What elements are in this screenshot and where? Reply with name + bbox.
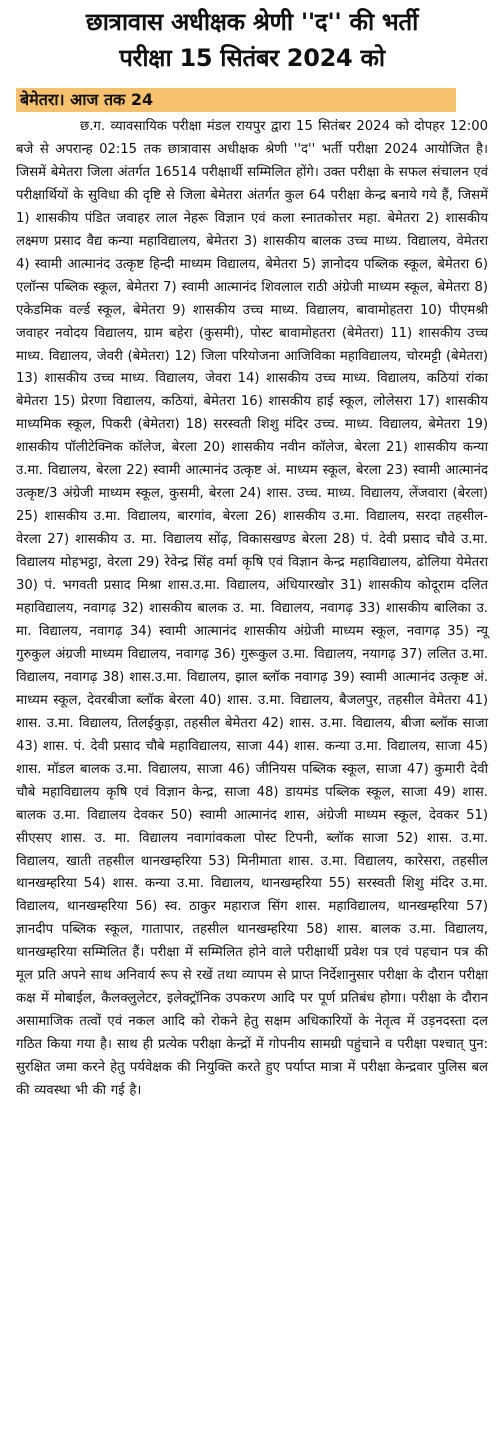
headline-line-1: छात्रावास अधीक्षक श्रेणी ''द'' की भर्ती <box>85 8 419 36</box>
headline <box>16 4 488 76</box>
article-body: छ.ग. व्यावसायिक परीक्षा मंडल रायपुर द्वारा 15 सितंबर 2024 को दोपहर 12:00 बजे से अपरान्ह 02:15 तक छात्रावास अधीक्षक श्रेणी ''द'' भर्ती परीक्षा 2024 आयोजित है। जिसमें बेमेतरा जिला अंतर्गत 16514 परीक्षार्थी सम्मिलित होंगे। उक्त परीक्षा के सफल संचालन एवं परीक्षार्थियों के सुविधा की दृष्टि से जिला बेमेतरा अंतर्गत कुल 64 परीक्षा केन्द्र बनाये गये हैं, जिसमें 1) शासकीय पंडित जवाहर लाल नेहरू विज्ञान एवं कला स्नातकोत्तर महा. बेमेतरा 2) शासकीय लक्ष्मण प्रसाद वैद्य कन्या महाविद्यालय, बेमेतरा 3) शासकीय बालक उच्च माध्य. विद्यालय, वेमेतरा 4) स्वामी आत्मानंद उत्कृष्ट हिन्दी माध्यम विद्यालय, बेमेतरा 5) ज्ञानोदय पब्लिक स्कूल, बेमेतरा 6) एलॉन्स पब्लिक स्कूल, बेमेतरा 7) स्वामी आत्मानंद शिवलाल राठी अंग्रेजी माध्यम स्कूल, बेमेतरा 8) एकेडमिक वर्ल्ड स्कूल, बेमेतरा 9) शासकीय उच्च माध्य. विद्यालय, बावामोहतरा 10) पीएमश्री जवाहर नवोदय विद्यालय, ग्राम बहेरा (कुसमी), पोस्ट बावामोहतरा (बेमेतरा) 11) शासकीय उच्च माध्य. विद्यालय, जेवरी (बेमेतरा) 12) जिला परियोजना आजिविका महाविद्यालय, चोरमट्टी (बेमेतरा) 13) शासकीय उच्च माध्य. विद्यालय, जेवरा 14) शासकीय उच्च माध्य. विद्यालय, कठियां रांका बेमेतरा 15) प्रेरणा विद्यालय, कठियां, बेमेतरा 16) शासकीय हाई स्कूल, लोलेसरा 17) शासकीय माध्यमिक स्कूल, पिकरी (बेमेतरा) 18) सरस्वती शिशु मंदिर उच्च. माध्य. विद्यालय, बेमेतरा 19) शासकीय पॉलीटेक्निक कॉलेज, बेरला 20) शासकीय नवीन कॉलेज, बेरला 21) शासकीय कन्या उ.मा. विद्यालय, बेरला 22) स्वामी आत्मानंद उत्कृष्ट अं. माध्यम स्कूल, बेरला 23) स्वामी आत्मानंद उत्कृष्ट/3 अंग्रेजी माध्यम स्कूल, कुसमी, बेरला 24) शास. उच्च. माध्य. विद्यालय, लेंजवारा (बेरला) 25) शासकीय उ.मा. विद्यालय, बारगांव, बेरला 26) शासकीय उ.मा. विद्यालय, सरदा तहसील-वेरला 27) शासकीय उ. मा. विद्यालय सोंढ़, विकासखण्ड बेरला 28) पं. देवी प्रसाद चौवे उ.मा. विद्यालय मोहभट्ठा, वेरला 29) रेवेन्द्र सिंह वर्मा कृषि एवं विज्ञान केन्द्र महाविद्यालय, ढोलिया येमेतरा 30) पं. भगवती प्रसाद मिश्रा शास.उ.मा. विद्यालय, अंधियारखोर 31) शासकीय कोदूराम दलित महाविद्यालय, नवागढ़ 32) शासकीय बालक उ. मा. विद्यालय, नवागढ़ 33) शासकीय बालिका उ. मा. विद्यालय, नवागढ़ 34) स्वामी आत्मानंद शासकीय अंग्रेजी माध्यम स्कूल, नवागढ़ 35) न्यू गुरुकुल अंग्रजी माध्यम विद्यालय, नवागढ़ 36) गुरूकुल उ.मा. विद्यालय, नयागढ़ 37) ललित उ.मा. विद्यालय, नवागढ़ 38) शास.उ.मा. विद्यालय, झाल ब्लॉक नवागढ़ 39) स्वामी आत्मानंद उत्कृष्ट अं. माध्यम स्कूल, देवरबीजा ब्लॉक बेरला 40) शास. उ.मा. विद्यालय, बैजलपुर, तहसील वेमेतरा 41) शास. उ.मा. विद्यालय, तिलईकुड़ा, तहसील बेमेतरा 42) शास. उ.मा. विद्यालय, बीजा ब्लॉक साजा 43) शास. पं. देवी प्रसाद चौबे महाविद्यालय, साजा 44) शास. कन्या उ.मा. विद्यालय, साजा 45) शास. मॉडल बालक उ.मा. विद्यालय, साजा 46) जीनियस पब्लिक स्कूल, साजा 47) कुमारी देवी चौबे महाविद्यालय कृषि एवं विज्ञान केन्द्र, साजा 48) डायमंड पब्लिक स्कूल, साजा 49) शास. बालक उ.मा. विद्यालय देवकर 50) स्वामी आत्मानंद शास, अंग्रेजी माध्यम स्कूल, देवकर 51) सीएसए शास. उ. मा. विद्यालय नवागांवकला पोस्ट टिपनी, ब्लॉक साजा 52) शास. उ.मा. विद्यालय, खाती तहसील थानखम्हरिया 53) मिनीमाता शास. उ.मा. विद्यालय, कारेसरा, तहसील थानखम्हरिया 54) शास. कन्या उ.मा. विद्यालय, थानखम्हरिया 55) सरस्वती शिशु मंदिर उ.मा. विद्यालय, थानखम्हरिया 56) स्व. ठाकुर महाराज सिंग शास. महाविद्यालय, थानखम्हरिया 57) ज्ञानदीप पब्लिक स्कूल, गातापार, तहसील थानखम्हरिया 58) शास. बालक उ.मा. विद्यालय, थानखम्हरिया सम्मिलित हैं। परीक्षा में सम्मिलित होने वाले परीक्षार्थी प्रवेश पत्र एवं पहचान पत्र की मूल प्रति अपने साथ अनिवार्य रूप से रखें तथा व्यापम से प्राप्त निर्देशानुसार परीक्षा के दौरान परीक्षा कक्ष में मोबाईल, कैलक्लुलेटर, इलेक्ट्रॉनिक उपकरण आदि पर पूर्ण प्रतिबंध होगा। परीक्षा के दौरान असामाजिक तत्वों एवं नकल आदि को रोकने हेतु सक्षम अधिकारियों के नेतृत्व में उड़नदस्ता दल गठित किया गया है। साथ ही प्रत्येक परीक्षा केन्द्रों में गोपनीय सामग्री पहुंचाने व परीक्षा पश्चात् पुन: सुरक्षित जमा करने हेतु पर्यवेक्षक की नियुक्ति करते हुए पर्याप्त मात्रा में परीक्षा केन्द्रवार पुलिस बल की व्यवस्था भी की गई है। <box>16 119 488 1099</box>
dateline: बेमेतरा। आज तक 24 <box>16 88 456 112</box>
headline-line-2: परीक्षा 15 सितंबर 2024 को <box>119 44 385 72</box>
